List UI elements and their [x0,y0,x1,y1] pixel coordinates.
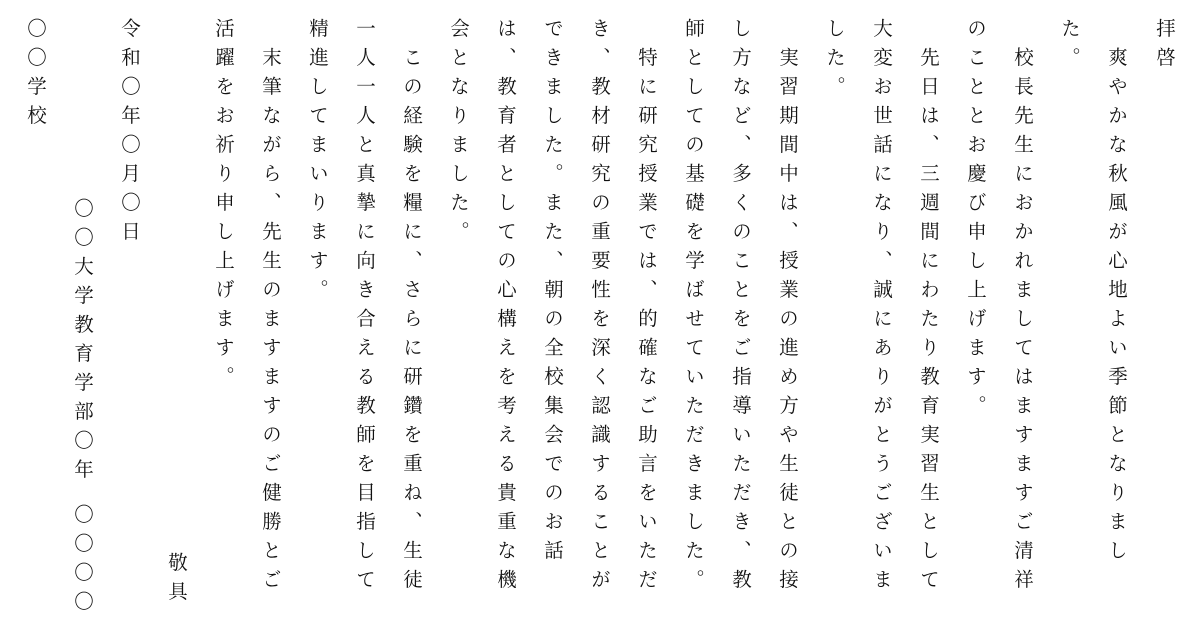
body-line: 会となりました。 [447,18,470,250]
sender-name: 〇〇大学教育学部〇年 〇〇〇〇 [71,198,94,620]
body-line: 校長先生におかれましてはますますご清祥 [1011,18,1034,598]
body-line: できました。また、朝の全校集会でのお話 [541,18,564,569]
body-line: 精進してまいります。 [306,18,329,308]
body-line: は、教育者としての心構えを考える貴重な機 [494,18,517,598]
body-line: 先日は、三週間にわたり教育実習生として [917,18,940,598]
body-line: 爽やかな秋風が心地よい季節となりまし [1105,18,1128,569]
recipient: 〇〇学校 [24,18,47,134]
body-line: 師としての基礎を学ばせていただきました。 [682,18,705,598]
body-line: 特に研究授業では、的確なご助言をいただ [635,18,658,598]
body-line: 末筆ながら、先生のますますのご健勝とご [259,18,282,598]
body-line: のこととお慶び申し上げます。 [964,18,987,424]
date: 令和〇年〇月〇日 [118,18,141,250]
body-line: た。 [1058,18,1081,76]
body-line: き、教材研究の重要性を深く認識することが [588,18,611,598]
closing: 敬具 [165,552,188,610]
body-line: し方など、多くのことをご指導いただき、教 [729,18,752,598]
body-line: この経験を糧に、さらに研鑽を重ね、生徒 [400,18,423,598]
greeting: 拝啓 [1153,18,1176,76]
body-line: 一人一人と真摯に向き合える教師を目指して [353,18,376,598]
body-line: した。 [823,18,846,105]
body-line: 活躍をお祈り申し上げます。 [212,18,235,395]
body-line: 大変お世話になり、誠にありがとうございま [870,18,893,598]
body-line: 実習期間中は、授業の進め方や生徒との接 [776,18,799,598]
